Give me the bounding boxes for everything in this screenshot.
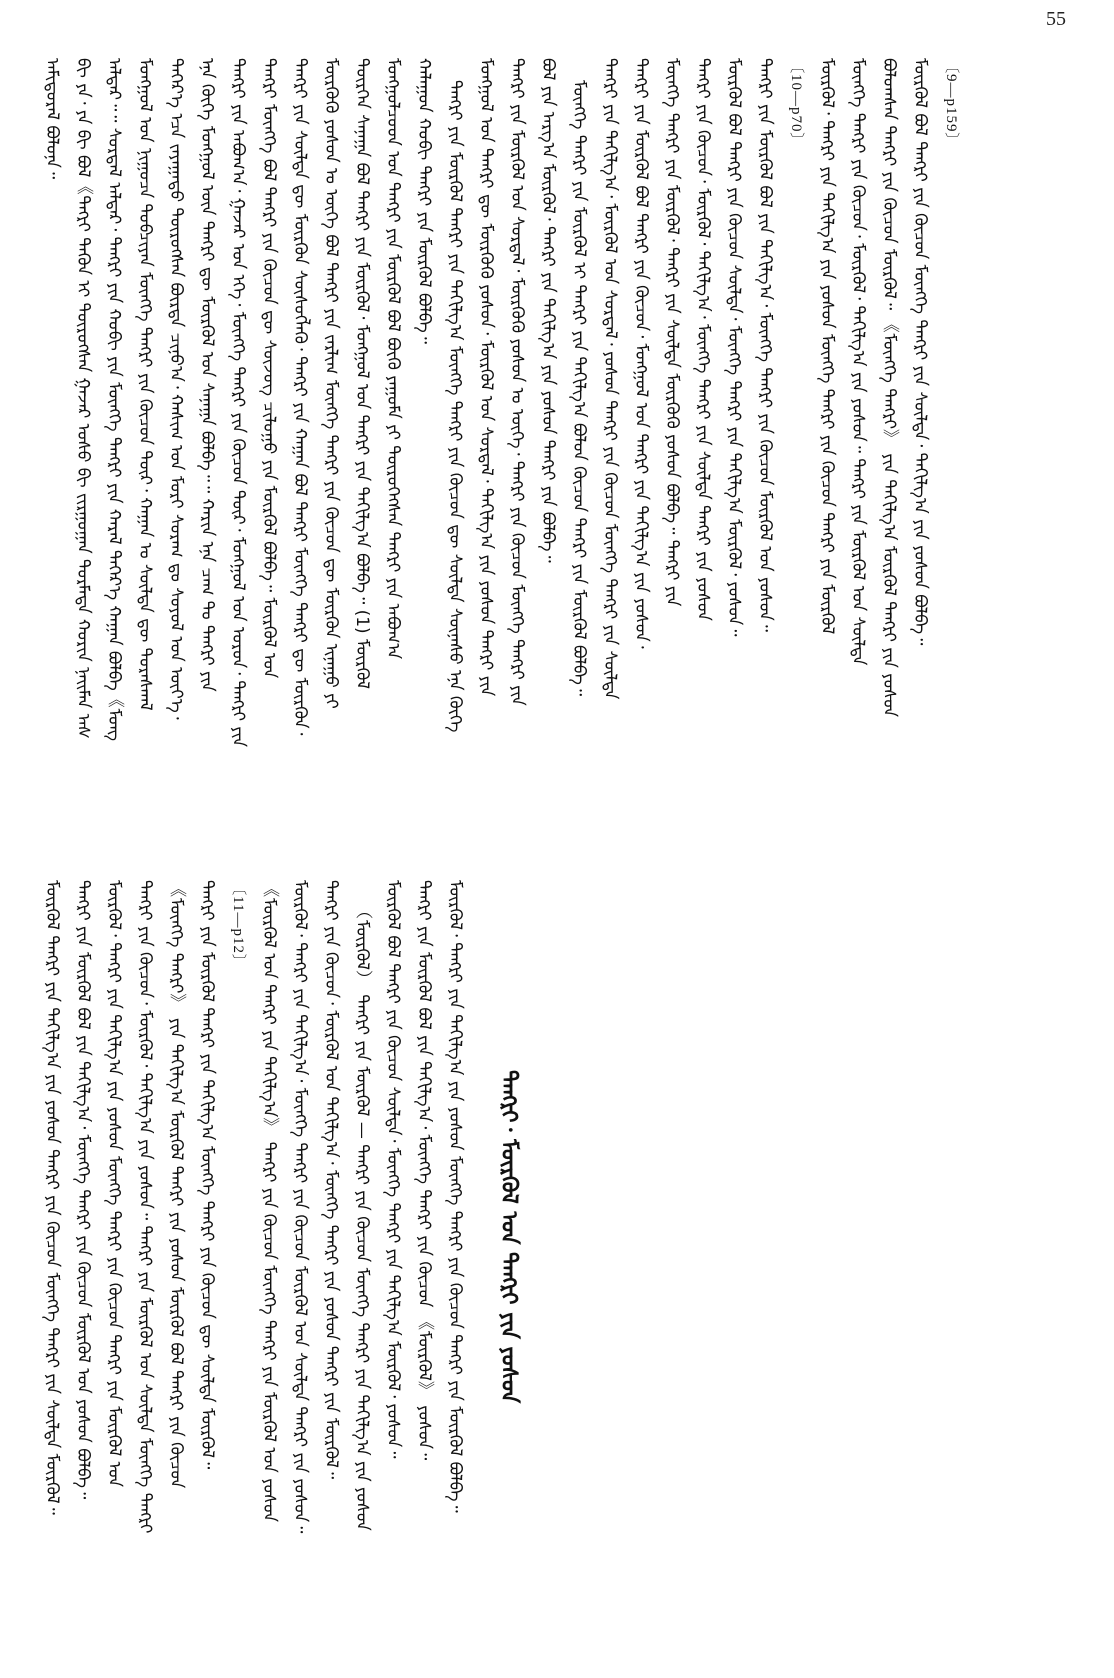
section-title: ᠲᠡᠩᠷᠢ᠂ ᠮᠥᠷᠭᠦᠯ ᠤᠨ ᠲᠡᠩᠷᠢ ᠶᠢᠨ ᠶᠣᠰᠣᠨ <box>496 1070 521 1404</box>
citation: 〔11—p12〕 <box>230 880 246 970</box>
text-column: ᠬᠠᠯᠠᠭᠤᠨ ᠬᠤᠪᠢ ᠲᠡᠩᠷᠢ ᠶᠢᠨ ᠮᠥᠷᠭᠦᠯ ᠪᠣᠯᠪᠠ᠃ <box>414 58 434 344</box>
text-column: ᠮᠥᠩᠬᠡ ᠲᠡᠩᠷᠢ ᠶᠢᠨ ᠮᠥᠷᠭᠦᠯ᠂ ᠲᠡᠩᠷᠢ ᠶᠢᠨ ᠰᠦᠯᠳᠡ ᠮᠥᠷᠭᠦᠬᠦ ᠶᠣᠰᠣᠨ ᠪᠣᠯᠪᠠ᠃ ᠲᠡᠩᠷᠢ ᠶᠢᠨ <box>662 58 682 607</box>
upper-text-block <box>36 58 1066 828</box>
text-column: ᠪᠣᠯ ᠶᠢᠨ ᠠᠷᠭ᠎ᠠ ᠮᠥᠷᠭᠦᠯ᠂ ᠲᠡᠩᠷᠢ ᠶᠢᠨ ᠲᠠᠬᠢᠯᠭ᠎ᠠ ᠶᠢᠨ ᠶᠣᠰᠣᠨ ᠲᠡᠩᠷᠢ ᠶᠢᠨ ᠪᠣᠯᠪᠠ᠃ <box>538 58 558 563</box>
page-number: 55 <box>1046 8 1066 30</box>
text-column: ᠮᠣᠩᠭᠣᠯ ᠤᠨ ᠨᠢᠭᠤᠴᠠ ᠲᠣᠪᠴᠢᠶᠠᠨ ᠮᠥᠩᠬᠡ ᠲᠡᠩᠷᠢ ᠶᠢᠨ ᠬᠦᠴᠦᠨ ᠳᠦᠷ᠂ ᠬᠠᠭᠠᠨ ᠤ ᠰᠦᠯᠳᠡ ᠳᠦ ᠳᠤᠷᠠᠰᠬᠠᠯ <box>135 58 155 711</box>
text-column: ᠲᠡᠩᠷᠢ ᠶᠢᠨ ᠮᠥᠷᠭᠦᠯ ᠲᠡᠩᠷᠢ ᠶᠢᠨ ᠲᠠᠬᠢᠯᠭ᠎ᠠ ᠮᠥᠩᠬᠡ ᠲᠡᠩᠷᠢ ᠶᠢᠨ ᠬᠦᠴᠦᠨ ᠳᠦ ᠰᠦᠯᠳᠡ ᠰᠦᠨᠡᠰᠦ ᠡᠨᠡ ᠬᠥᠬᠡ <box>445 80 465 733</box>
text-column: ᠠᠮᠢᠳᠤᠷᠠᠯ ᠪᠣᠯᠤᠨᠠ᠃ <box>42 58 62 180</box>
text-column: ᠮᠣᠩᠭᠣᠯᠴᠤᠳ ᠤᠨ ᠲᠡᠩᠷᠢ ᠶᠢᠨ ᠮᠥᠷᠭᠦᠯ ᠪᠣᠯ ᠪᠦᠬᠦ ᠶᠠᠭᠤᠮᠠ ᠶᠢ ᠲᠥᠷᠥᠭᠡᠭᠰᠡᠨ ᠲᠡᠩᠷᠢ ᠶᠢᠨ ᠠᠪᠤᠭ᠎ᠠ <box>383 58 403 660</box>
text-column: ᠳᠡᠭᠡᠷ᠎ᠡ ᠡᠴᠡ ᠵᠠᠶᠠᠭᠠᠲᠤ ᠲᠥᠷᠥᠭᠰᠡᠨ ᠪᠥᠷᠲᠡ ᠴᠢᠨᠣ᠎ᠠ᠂ ᠬᠠᠰᠢᠭ ᠤᠨ ᠮᠣᠷᠢ ᠰᠤᠷᠠᠭ ᠳᠤ ᠰᠣᠶᠣᠯ ᠤᠨ ᠦᠶ᠎ᠡ᠂ <box>166 58 186 720</box>
text-column: ᠮᠥᠩᠬᠡ ᠲᠡᠩᠷᠢ ᠶᠢᠨ ᠮᠥᠷᠭᠦᠯ ᠢ ᠲᠡᠩᠷᠢ ᠶᠢᠨ ᠲᠠᠬᠢᠯᠭ᠎ᠠ ᠪᠣᠯᠤᠨ ᠬᠦᠴᠦᠨ ᠲᠡᠩᠷᠢ ᠶᠢᠨ ᠮᠥᠷᠭᠦᠯ ᠪᠣᠯᠪᠠ᠃ <box>569 80 589 697</box>
text-column: ᠲᠦᠷᠭᠡᠨ ᠰᠠᠨᠠᠭᠠ ᠪᠣᠯ ᠲᠡᠩᠷᠢ ᠶᠢᠨ ᠮᠥᠷᠭᠦᠯ᠂ ᠮᠣᠩᠭᠣᠯ ᠤᠨ ᠲᠡᠩᠷᠢ ᠶᠢᠨ ᠲᠠᠬᠢᠯᠭ᠎ᠠ ᠪᠣᠯᠪᠠ᠃ (1) ᠮᠥᠷᠭᠦᠯ <box>352 58 372 690</box>
text-column: ᠠᠯᠳᠠᠷ᠃᠃ ᠰᠤᠷᠲᠠᠯ ᠠᠯᠳᠠᠷ᠂ ᠲᠡᠩᠷᠢ ᠶᠢᠨ ᠬᠤᠪᠢ ᠶᠢᠨ ᠮᠦᠩᠬᠡ ᠲᠡᠩᠷᠢ ᠶᠢᠨ ᠬᠠᠷᠠᠯ ᠳᠡᠭᠡᠷ᠎ᠡ ᠬᠠᠭᠠᠨ ᠪᠣᠯᠪᠠ《ᠮᠣᠩ <box>104 58 124 742</box>
text-column: ᠮᠥᠷᠭᠦᠯ᠂ ᠲᠡᠩᠷᠢ ᠶᠢᠨ ᠲᠠᠬᠢᠯᠭ᠎ᠠ ᠶᠢᠨ ᠶᠣᠰᠣᠨ ᠮᠥᠩᠬᠡ ᠲᠡᠩᠷᠢ ᠶᠢᠨ ᠬᠦᠴᠦᠨ ᠲᠡᠩᠷᠢ ᠶᠢᠨ ᠮᠥᠷᠭᠦᠯ <box>817 58 837 635</box>
text-column: ᠪᠣᠯᠤᠭᠰᠠᠨ ᠲᠡᠩᠷᠢ ᠶᠢᠨ ᠬᠦᠴᠦᠨ ᠮᠥᠷᠭᠦᠯ᠃ 《ᠮᠥᠩᠬᠡ ᠲᠡᠩᠷᠢ》 ᠶᠢᠨ ᠲᠠᠬᠢᠯᠭ᠎ᠠ ᠮᠥᠷᠭᠦᠯ ᠲᠡᠩᠷᠢ ᠶᠢᠨ ᠶᠣᠰᠣᠨ <box>879 58 899 718</box>
text-column: ᠡᠨᠡ ᠬᠥᠬᠡ ᠮᠣᠩᠭᠣᠯ ᠦᠨ ᠲᠡᠩᠷᠢ ᠳᠦ ᠮᠥᠷᠭᠦᠯ ᠤᠨ ᠰᠠᠨᠠᠭᠠ ᠪᠣᠯᠪᠠ᠃᠃ ᠬᠠᠷᠢᠨ ᠡᠨᠡ ᠴᠠᠭ ᠲᠤ ᠲᠡᠩᠷᠢ ᠶᠢᠨ <box>197 58 217 692</box>
text-column: ᠲᠡᠩᠷᠢ ᠶᠢᠨ ᠬᠦᠴᠦᠨ᠂ ᠮᠥᠷᠭᠦᠯ᠂ ᠲᠠᠬᠢᠯᠭ᠎ᠠ᠂ ᠮᠥᠩᠬᠡ ᠲᠡᠩᠷᠢ ᠶᠢᠨ ᠰᠦᠯᠳᠡ ᠲᠡᠩᠷᠢ ᠶᠢᠨ ᠶᠣᠰᠣᠨ <box>693 58 713 621</box>
text-column: ᠲᠡᠩᠷᠢ ᠶᠢᠨ ᠬᠦᠴᠦᠨ᠂ ᠮᠥᠷᠭᠦᠯ ᠤᠨ ᠲᠠᠬᠢᠯᠭ᠎ᠠ᠂ ᠮᠥᠩᠬᠡ ᠲᠡᠩᠷᠢ ᠶᠢᠨ ᠶᠣᠰᠣᠨ ᠲᠡᠩᠷᠢ ᠶᠢᠨ ᠮᠥᠷᠭᠦᠯ᠃ <box>321 880 341 1480</box>
citation: 〔9—p159〕 <box>943 58 959 149</box>
text-column: ᠲᠡᠩᠷᠢ ᠶᠢᠨ ᠮᠥᠷᠭᠦᠯ ᠲᠡᠩᠷᠢ ᠶᠢᠨ ᠲᠠᠬᠢᠯᠭ᠎ᠠ ᠮᠥᠩᠬᠡ ᠲᠡᠩᠷᠢ ᠶᠢᠨ ᠬᠦᠴᠦᠨ ᠳᠦ ᠰᠦᠯᠳᠡ ᠮᠥᠷᠭᠦᠯ᠃ <box>197 880 217 1470</box>
text-column: ᠲᠡᠩᠷᠢ ᠶᠢᠨ ᠬᠦᠴᠦᠨ᠂ ᠮᠥᠷᠭᠦᠯ᠂ ᠲᠠᠬᠢᠯᠭ᠎ᠠ ᠶᠢᠨ ᠶᠣᠰᠣᠨ᠃ ᠲᠡᠩᠷᠢ ᠶᠢᠨ ᠮᠥᠷᠭᠦᠯ ᠤᠨ ᠰᠦᠯᠳᠡ ᠮᠥᠩᠬᠡ ᠲᠡᠩᠷᠢ <box>135 880 155 1534</box>
text-column: ᠲᠡᠩᠷᠢ ᠶᠢᠨ ᠰᠦᠯᠳᠡ ᠳᠦ ᠮᠥᠷᠭᠦᠨ ᠰᠦᠰᠥᠭᠯᠡᠬᠦ᠂ ᠲᠡᠩᠷᠢ ᠶᠢᠨ ᠬᠠᠭᠠᠨ ᠪᠣᠯ ᠲᠡᠩᠷᠢ ᠮᠥᠩᠬᠡ ᠲᠡᠩᠷᠢ ᠳᠦ ᠮᠥᠷᠭᠦᠨ᠂ <box>290 58 310 736</box>
text-column: ᠪᠢ ᠶᠠ᠂ ᠶᠠ ᠪᠢ ᠪᠣᠯ《ᠲᠡᠭᠷᠢ ᠲᠡᠭᠦᠨ ᠢ ᠲᠥᠷᠥᠭᠰᠡᠨ ᠭᠠᠵᠠᠷ ᠤᠰᠤ ᠪᠢ ᠵᠢᠷᠭᠤᠭᠠᠨ ᠲᠣᠷᠮᠠᠲᠠ ᠬᠣᠷᠢᠨ ᠨᠠᠢᠮᠠᠨ ᠠᠰ <box>73 58 93 739</box>
text-column: ᠲᠡᠩᠷᠢ ᠮᠥᠩᠬᠡ ᠪᠣᠯ ᠲᠡᠩᠷᠢ ᠶᠢᠨ ᠬᠦᠴᠦᠨ ᠳᠦ ᠰᠦᠵᠦᠭ ᠴᠢᠯᠤᠭᠤ ᠶᠢᠨ ᠮᠥᠷᠭᠦᠯ ᠪᠣᠯᠪᠠ᠃ ᠮᠥᠷᠭᠦᠯ ᠤᠨ <box>259 58 279 679</box>
text-column: ᠮᠥᠷᠭᠦᠯ᠂ ᠲᠡᠩᠷᠢ ᠶᠢᠨ ᠲᠠᠬᠢᠯᠭ᠎ᠠ ᠶᠢᠨ ᠶᠣᠰᠣᠨ ᠮᠥᠩᠬᠡ ᠲᠡᠩᠷᠢ ᠶᠢᠨ ᠬᠦᠴᠦᠨ ᠲᠡᠩᠷᠢ ᠶᠢᠨ ᠮᠥᠷᠭᠦᠯ ᠤᠨ <box>104 880 124 1488</box>
lower-text-block <box>36 880 1066 1650</box>
text-column: 《ᠮᠥᠷᠭᠦᠯ ᠤᠨ ᠲᠡᠩᠷᠢ ᠶᠢᠨ ᠲᠠᠬᠢᠯᠭ᠎ᠠ》 ᠲᠡᠩᠷᠢ ᠶᠢᠨ ᠬᠦᠴᠦᠨ ᠮᠥᠩᠬᠡ ᠲᠡᠩᠷᠢ ᠶᠢᠨ ᠮᠥᠷᠭᠦᠯ ᠤᠨ ᠶᠣᠰᠣᠨ <box>259 880 279 1522</box>
text-column: ᠮᠥᠷᠭᠦᠯ ᠪᠣᠯ ᠲᠡᠩᠷᠢ ᠶᠢᠨ ᠬᠦᠴᠦᠨ ᠰᠦᠯᠳᠡ᠂ ᠮᠥᠩᠬᠡ ᠲᠡᠩᠷᠢ ᠶᠢᠨ ᠲᠠᠬᠢᠯᠭ᠎ᠠ ᠮᠥᠷᠭᠦᠯ᠂ ᠶᠣᠰᠣᠨ᠃ <box>383 880 403 1459</box>
text-column: ᠲᠡᠩᠷᠢ ᠶᠢᠨ ᠲᠠᠬᠢᠯᠭ᠎ᠠ᠂ ᠮᠥᠷᠭᠦᠯ ᠤᠨ ᠰᠤᠷᠲᠠᠯ᠂ ᠶᠣᠰᠣᠨ ᠲᠡᠩᠷᠢ ᠶᠢᠨ ᠬᠦᠴᠦᠨ ᠮᠥᠩᠬᠡ ᠲᠡᠩᠷᠢ ᠶᠢᠨ ᠰᠦᠯᠳᠡ <box>600 58 620 700</box>
text-column: ᠲᠡᠩᠷᠢ ᠶᠢᠨ ᠠᠪᠤᠭ᠎ᠠ᠂ ᠭᠠᠵᠠᠷ ᠤᠨ ᠡᠬᠡ᠂ ᠮᠥᠩᠬᠡ ᠲᠡᠩᠷᠢ ᠶᠢᠨ ᠬᠦᠴᠦᠨ ᠳᠦᠷ᠂ ᠮᠣᠩᠭᠣᠯ ᠤᠨ ᠣᠷᠤᠨ᠂ ᠲᠡᠩᠷᠢ ᠶᠢᠨ <box>228 58 248 747</box>
text-column: ᠲᠡᠩᠷᠢ ᠶᠢᠨ ᠮᠥᠷᠭᠦᠯ ᠪᠣᠯ ᠶᠢᠨ ᠲᠠᠬᠢᠯᠭ᠎ᠠ᠂ ᠮᠥᠩᠬᠡ ᠲᠡᠩᠷᠢ ᠶᠢᠨ ᠬᠦᠴᠦᠨ ᠮᠥᠷᠭᠦᠯ ᠤᠨ ᠶᠣᠰᠣᠨ᠃ <box>755 58 775 632</box>
text-column: ᠮᠥᠷᠭᠦᠯ᠂ ᠲᠡᠩᠷᠢ ᠶᠢᠨ ᠲᠠᠬᠢᠯᠭ᠎ᠠ ᠶᠢᠨ ᠶᠣᠰᠣᠨ ᠮᠥᠩᠬᠡ ᠲᠡᠩᠷᠢ ᠶᠢᠨ ᠬᠦᠴᠦᠨ ᠲᠡᠩᠷᠢ ᠶᠢᠨ ᠮᠥᠷᠭᠦᠯ ᠪᠣᠯᠪᠠ᠃ <box>445 880 465 1513</box>
text-column: （ᠮᠥᠷᠭᠦᠯ） ᠲᠡᠩᠷᠢ ᠶᠢᠨ ᠮᠥᠷᠭᠦᠯ — ᠲᠡᠩᠷᠢ ᠶᠢᠨ ᠬᠦᠴᠦᠨ ᠮᠥᠩᠬᠡ ᠲᠡᠩᠷᠢ ᠶᠢᠨ ᠲᠠᠬᠢᠯᠭ᠎ᠠ ᠶᠢᠨ ᠶᠣᠰᠣᠨ <box>352 902 372 1531</box>
text-column: ᠲᠡᠩᠷᠢ ᠶᠢᠨ ᠮᠥᠷᠭᠦᠯ ᠪᠣᠯ ᠲᠡᠩᠷᠢ ᠶᠢᠨ ᠬᠦᠴᠦᠨ᠂ ᠮᠣᠩᠭᠣᠯ ᠤᠨ ᠲᠡᠩᠷᠢ ᠶᠢᠨ ᠲᠠᠬᠢᠯᠭ᠎ᠠ ᠶᠢᠨ ᠶᠣᠰᠣᠨ᠂ <box>631 58 651 649</box>
text-column: ᠮᠥᠷᠭᠦᠯ ᠪᠣᠯ ᠲᠡᠩᠷᠢ ᠶᠢᠨ ᠬᠦᠴᠦᠨ ᠮᠥᠩᠬᠡ ᠲᠡᠩᠷᠢ ᠶᠢᠨ ᠰᠦᠯᠳᠡ᠂ ᠲᠠᠬᠢᠯᠭ᠎ᠠ ᠶᠢᠨ ᠶᠣᠰᠣᠨ ᠪᠣᠯᠪᠠ᠃ <box>910 58 930 646</box>
text-column: ᠮᠥᠷᠭᠦᠯ ᠲᠡᠩᠷᠢ ᠶᠢᠨ ᠲᠠᠬᠢᠯᠭ᠎ᠠ ᠶᠢᠨ ᠶᠣᠰᠣᠨ ᠲᠡᠩᠷᠢ ᠶᠢᠨ ᠬᠦᠴᠦᠨ ᠮᠥᠩᠬᠡ ᠲᠡᠩᠷᠢ ᠶᠢᠨ ᠰᠦᠯᠳᠡ ᠮᠥᠷᠭᠦᠯ᠃ <box>42 880 62 1515</box>
citation: 〔10—p70〕 <box>788 58 804 149</box>
text-column: ᠮᠥᠷᠭᠦᠬᠦ ᠶᠣᠰᠣᠨ ᠤ ᠦᠭᠡ ᠪᠣᠯ ᠲᠡᠩᠷᠢ ᠶᠢᠨ ᠵᠠᠷᠯᠢᠭ ᠮᠥᠩᠬᠡ ᠲᠡᠩᠷᠢ ᠶᠢᠨ ᠬᠦᠴᠦᠨ ᠳᠦ ᠮᠥᠷᠭᠦᠨ ᠢᠨᠠᠭᠤ ᠶᠢ <box>321 58 341 709</box>
text-column: ᠲᠡᠩᠷᠢ ᠶᠢᠨ ᠮᠥᠷᠭᠦᠯ ᠪᠣᠯ ᠶᠢᠨ ᠲᠠᠬᠢᠯᠭ᠎ᠠ᠂ ᠮᠥᠩᠬᠡ ᠲᠡᠩᠷᠢ ᠶᠢᠨ ᠬᠦᠴᠦᠨ ᠮᠥᠷᠭᠦᠯ ᠤᠨ ᠶᠣᠰᠣᠨ ᠪᠣᠯᠪᠠ᠃ <box>73 880 93 1500</box>
text-column: ᠮᠥᠷᠭᠦᠯ᠂ ᠲᠡᠩᠷᠢ ᠶᠢᠨ ᠲᠠᠬᠢᠯᠭ᠎ᠠ᠂ ᠮᠥᠩᠬᠡ ᠲᠡᠩᠷᠢ ᠶᠢᠨ ᠬᠦᠴᠦᠨ ᠮᠥᠷᠭᠦᠯ ᠤᠨ ᠰᠦᠯᠳᠡ ᠲᠡᠩᠷᠢ ᠶᠢᠨ ᠶᠣᠰᠣᠨ᠃ <box>290 880 310 1534</box>
text-column: ᠲᠡᠩᠷᠢ ᠶᠢᠨ ᠮᠥᠷᠭᠦᠯ ᠤᠨ ᠰᠤᠷᠲᠠᠯ᠂ ᠮᠥᠷᠭᠦᠬᠦ ᠶᠣᠰᠣᠨ ᠤ ᠦᠭᠡ᠂ ᠲᠡᠩᠷᠢ ᠶᠢᠨ ᠬᠦᠴᠦᠨ ᠮᠥᠩᠬᠡ ᠲᠡᠩᠷᠢ ᠶᠢᠨ <box>507 58 527 706</box>
text-column: ᠮᠥᠩᠬᠡ ᠲᠡᠩᠷᠢ ᠶᠢᠨ ᠬᠦᠴᠦᠨ᠂ ᠮᠥᠷᠭᠦᠯ᠂ ᠲᠠᠬᠢᠯᠭ᠎ᠠ ᠶᠢᠨ ᠶᠣᠰᠣᠨ᠃ ᠲᠡᠩᠷᠢ ᠶᠢᠨ ᠮᠥᠷᠭᠦᠯ ᠤᠨ ᠰᠦᠯᠳᠡ <box>848 58 868 666</box>
text-column: ᠮᠥᠷᠭᠦᠯ ᠪᠣᠯ ᠲᠡᠩᠷᠢ ᠶᠢᠨ ᠬᠦᠴᠦᠨ ᠰᠦᠯᠳᠡ᠂ ᠮᠥᠩᠬᠡ ᠲᠡᠩᠷᠢ ᠶᠢᠨ ᠲᠠᠬᠢᠯᠭ᠎ᠠ ᠮᠥᠷᠭᠦᠯ᠂ ᠶᠣᠰᠣᠨ᠃ <box>724 58 744 637</box>
text-column: ᠲᠡᠩᠷᠢ ᠶᠢᠨ ᠮᠥᠷᠭᠦᠯ ᠪᠣᠯ ᠶᠢᠨ ᠲᠠᠬᠢᠯᠭ᠎ᠠ᠂ ᠮᠥᠩᠬᠡ ᠲᠡᠩᠷᠢ ᠶᠢᠨ ᠬᠦᠴᠦᠨ 《ᠮᠥᠷᠭᠦᠯ》 ᠶᠣᠰᠣᠨ᠃ <box>414 880 434 1461</box>
text-column: ᠮᠣᠩᠭᠣᠯ ᠤᠨ ᠲᠡᠩᠷᠢ ᠳᠦ ᠮᠥᠷᠭᠦᠬᠦ ᠶᠣᠰᠣᠨ᠂ ᠮᠥᠷᠭᠦᠯ ᠤᠨ ᠰᠤᠷᠲᠠᠯ᠂ ᠲᠠᠬᠢᠯᠭ᠎ᠠ ᠶᠢᠨ ᠶᠣᠰᠣᠨ ᠲᠡᠩᠷᠢ ᠶᠢᠨ <box>476 58 496 697</box>
text-column: 《ᠮᠥᠩᠬᠡ ᠲᠡᠩᠷᠢ》 ᠶᠢᠨ ᠲᠠᠬᠢᠯᠭ᠎ᠠ ᠮᠥᠷᠭᠦᠯ ᠲᠡᠩᠷᠢ ᠶᠢᠨ ᠶᠣᠰᠣᠨ ᠮᠥᠷᠭᠦᠯ ᠪᠣᠯ ᠲᠡᠩᠷᠢ ᠶᠢᠨ ᠬᠦᠴᠦᠨ <box>166 880 186 1489</box>
